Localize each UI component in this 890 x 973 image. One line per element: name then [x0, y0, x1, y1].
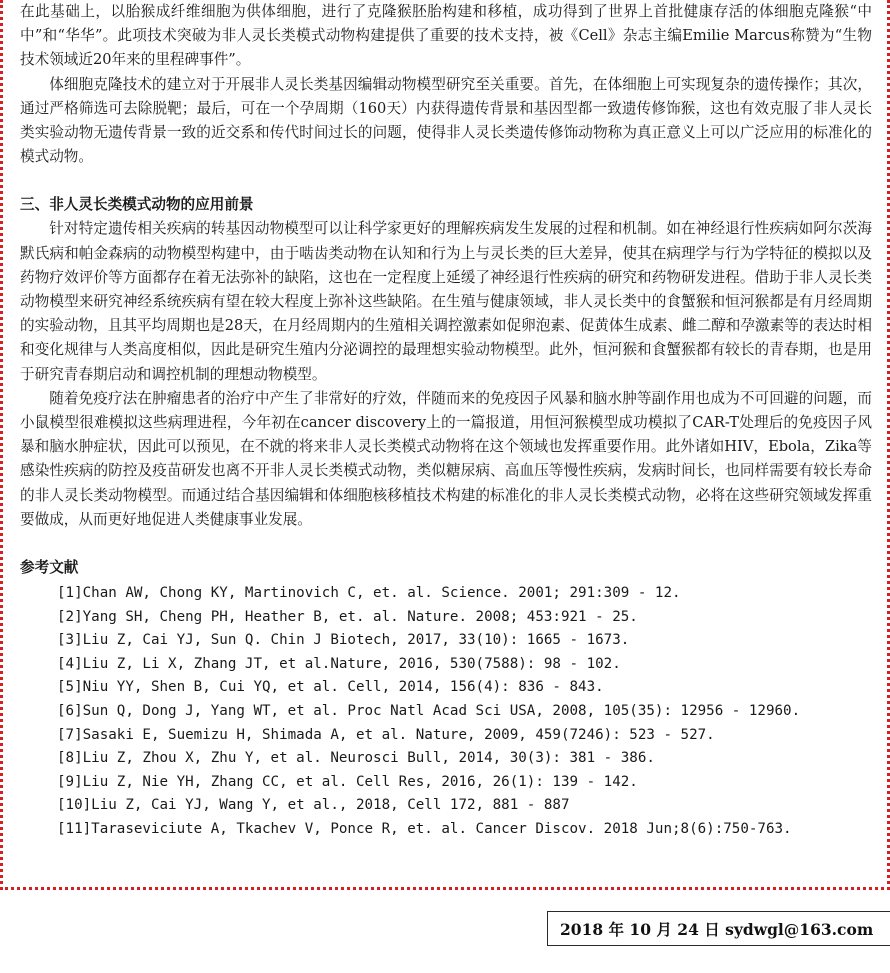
body-paragraph-2: 体细胞克隆技术的建立对于开展非人灵长类基因编辑动物模型研究至关重要。首先，在体细胞上可实现复杂的遗传操作；其次，通过严格筛选可去除脱靶；最后，可在一个孕周期（160天）内获得遗传背景和基因型都一致遗传修饰猴，这也有效克服了非人灵长类实验动物无遗传背景一致的近交系和传代时间过长的问题，使得非人灵长类遗传修饰动物称为真正意义上可以广泛应用的标准化的模式动物。	[20, 75, 872, 166]
reference-item: [11]Taraseviciute A, Tkachev V, Ponce R, et. al. Cancer Discov. 2018 Jun;8(6):750-763.	[57, 821, 792, 837]
reference-item: [4]Liu Z, Li X, Zhang JT, et al.Nature, 2016, 530(7588): 98 - 102.	[57, 655, 621, 672]
reference-list	[20, 582, 872, 842]
reference-item: [3]Liu Z, Cai YJ, Sun Q. Chin J Biotech, 2017, 33(10): 1665 - 1673.	[57, 632, 630, 649]
reference-item: [9]Liu Z, Nie YH, Zhang CC, et al. Cell Res, 2016, 26(1): 139 - 142.	[57, 773, 638, 790]
reference-item: [8]Liu Z, Zhou X, Zhu Y, et al. Neurosci Bull, 2014, 30(3): 381 - 386.	[57, 750, 655, 767]
footer-text: 2018 年 10 月 24 日 sydwgl@163.com	[560, 919, 874, 939]
section-heading-applications: 三、非人灵长类模式动物的应用前景	[20, 196, 254, 214]
article-body	[20, 0, 872, 842]
references-heading: 参考文献	[20, 559, 79, 577]
reference-item: [1]Chan AW, Chong KY, Martinovich C, et. al. Science. 2001; 291:309 - 12.	[57, 585, 681, 602]
section3-paragraph-2: 随着免疫疗法在肿瘤患者的治疗中产生了非常好的疗效，伴随而来的免疫因子风暴和脑水肿等副作用也成为不可回避的问题，而小鼠模型很难模拟这些病理进程，今年初在cancer discovery上的一篇报道，用恒河猴模型成功模拟了CAR-T处理后的免疫因子风暴和脑水肿症状，因此可以预见，在不就的将来非人灵长类模式动物将在这个领域也发挥重要作用。此外诸如HIV，Ebola，Zika等感染性疾病的防控及疫苗研发也离不开非人灵长类模式动物，类似糖尿病、高血压等慢性疾病，发病时间长，也同样需要有较长寿命的非人灵长类动物模型。而通过结合基因编辑和体细胞核移植技术构建的标准化的非人灵长类模式动物，必将在这些研究领域发挥重要做成，从而更好地促进人类健康事业发展。	[20, 389, 872, 528]
section3-paragraph-1: 针对特定遗传相关疾病的转基因动物模型可以让科学家更好的理解疾病发生发展的过程和机制。如在神经退行性疾病如阿尔茨海默氏病和帕金森病的动物模型构建中，由于啮齿类动物在认知和行为上与灵长类的巨大差异，使其在病理学与行为学特征的模拟以及药物疗效评价等方面都存在着无法弥补的缺陷，这也在一定程度上延缓了神经退行性疾病的研究和药物研发进程。借助于非人灵长类动物模型来研究神经系统疾病有望在较大程度上弥补这些缺陷。在生殖与健康领域，非人灵长类中的食蟹猴和恒河猴都是有月经周期的实验动物，且其平均周期也是28天，在月经周期内的生殖相关调控激素如促卵泡素、促黄体生成素、雌二醇和孕激素等的表达时相和变化规律与人类高度相似，因此是研究生殖内分泌调控的最理想实验动物模型。此外，恒河猴和食蟹猴都有较长的青春期，也是用于研究青春期启动和调控机制的理想动物模型。	[20, 220, 872, 383]
footer-date-email	[547, 911, 890, 946]
reference-item: [2]Yang SH, Cheng PH, Heather B, et. al. Nature. 2008; 453:921 - 25.	[57, 608, 638, 625]
body-paragraph-1: 在此基础上，以胎猴成纤维细胞为供体细胞，进行了克隆猴胚胎构建和移植，成功得到了世界上首批健康存活的体细胞克隆猴“中中”和“华华”。此项技术突破为非人灵长类模式动物构建提供了重要的技术支持，被《Cell》杂志主编Emilie Marcus称赞为“生物技术领域近20年来的里程碑事件”。	[20, 3, 872, 69]
reference-item: [5]Niu YY, Shen B, Cui YQ, et al. Cell, 2014, 156(4): 836 - 843.	[57, 679, 604, 696]
reference-item: [6]Sun Q, Dong J, Yang WT, et al. Proc Natl Acad Sci USA, 2008, 105(35): 12956 - 12960.	[57, 703, 801, 720]
reference-item: [10]Liu Z, Cai YJ, Wang Y, et al., 2018, Cell 172, 881 - 887	[57, 797, 570, 814]
reference-item: [7]Sasaki E, Suemizu H, Shimada A, et al. Nature, 2009, 459(7246): 523 - 527.	[57, 726, 715, 743]
